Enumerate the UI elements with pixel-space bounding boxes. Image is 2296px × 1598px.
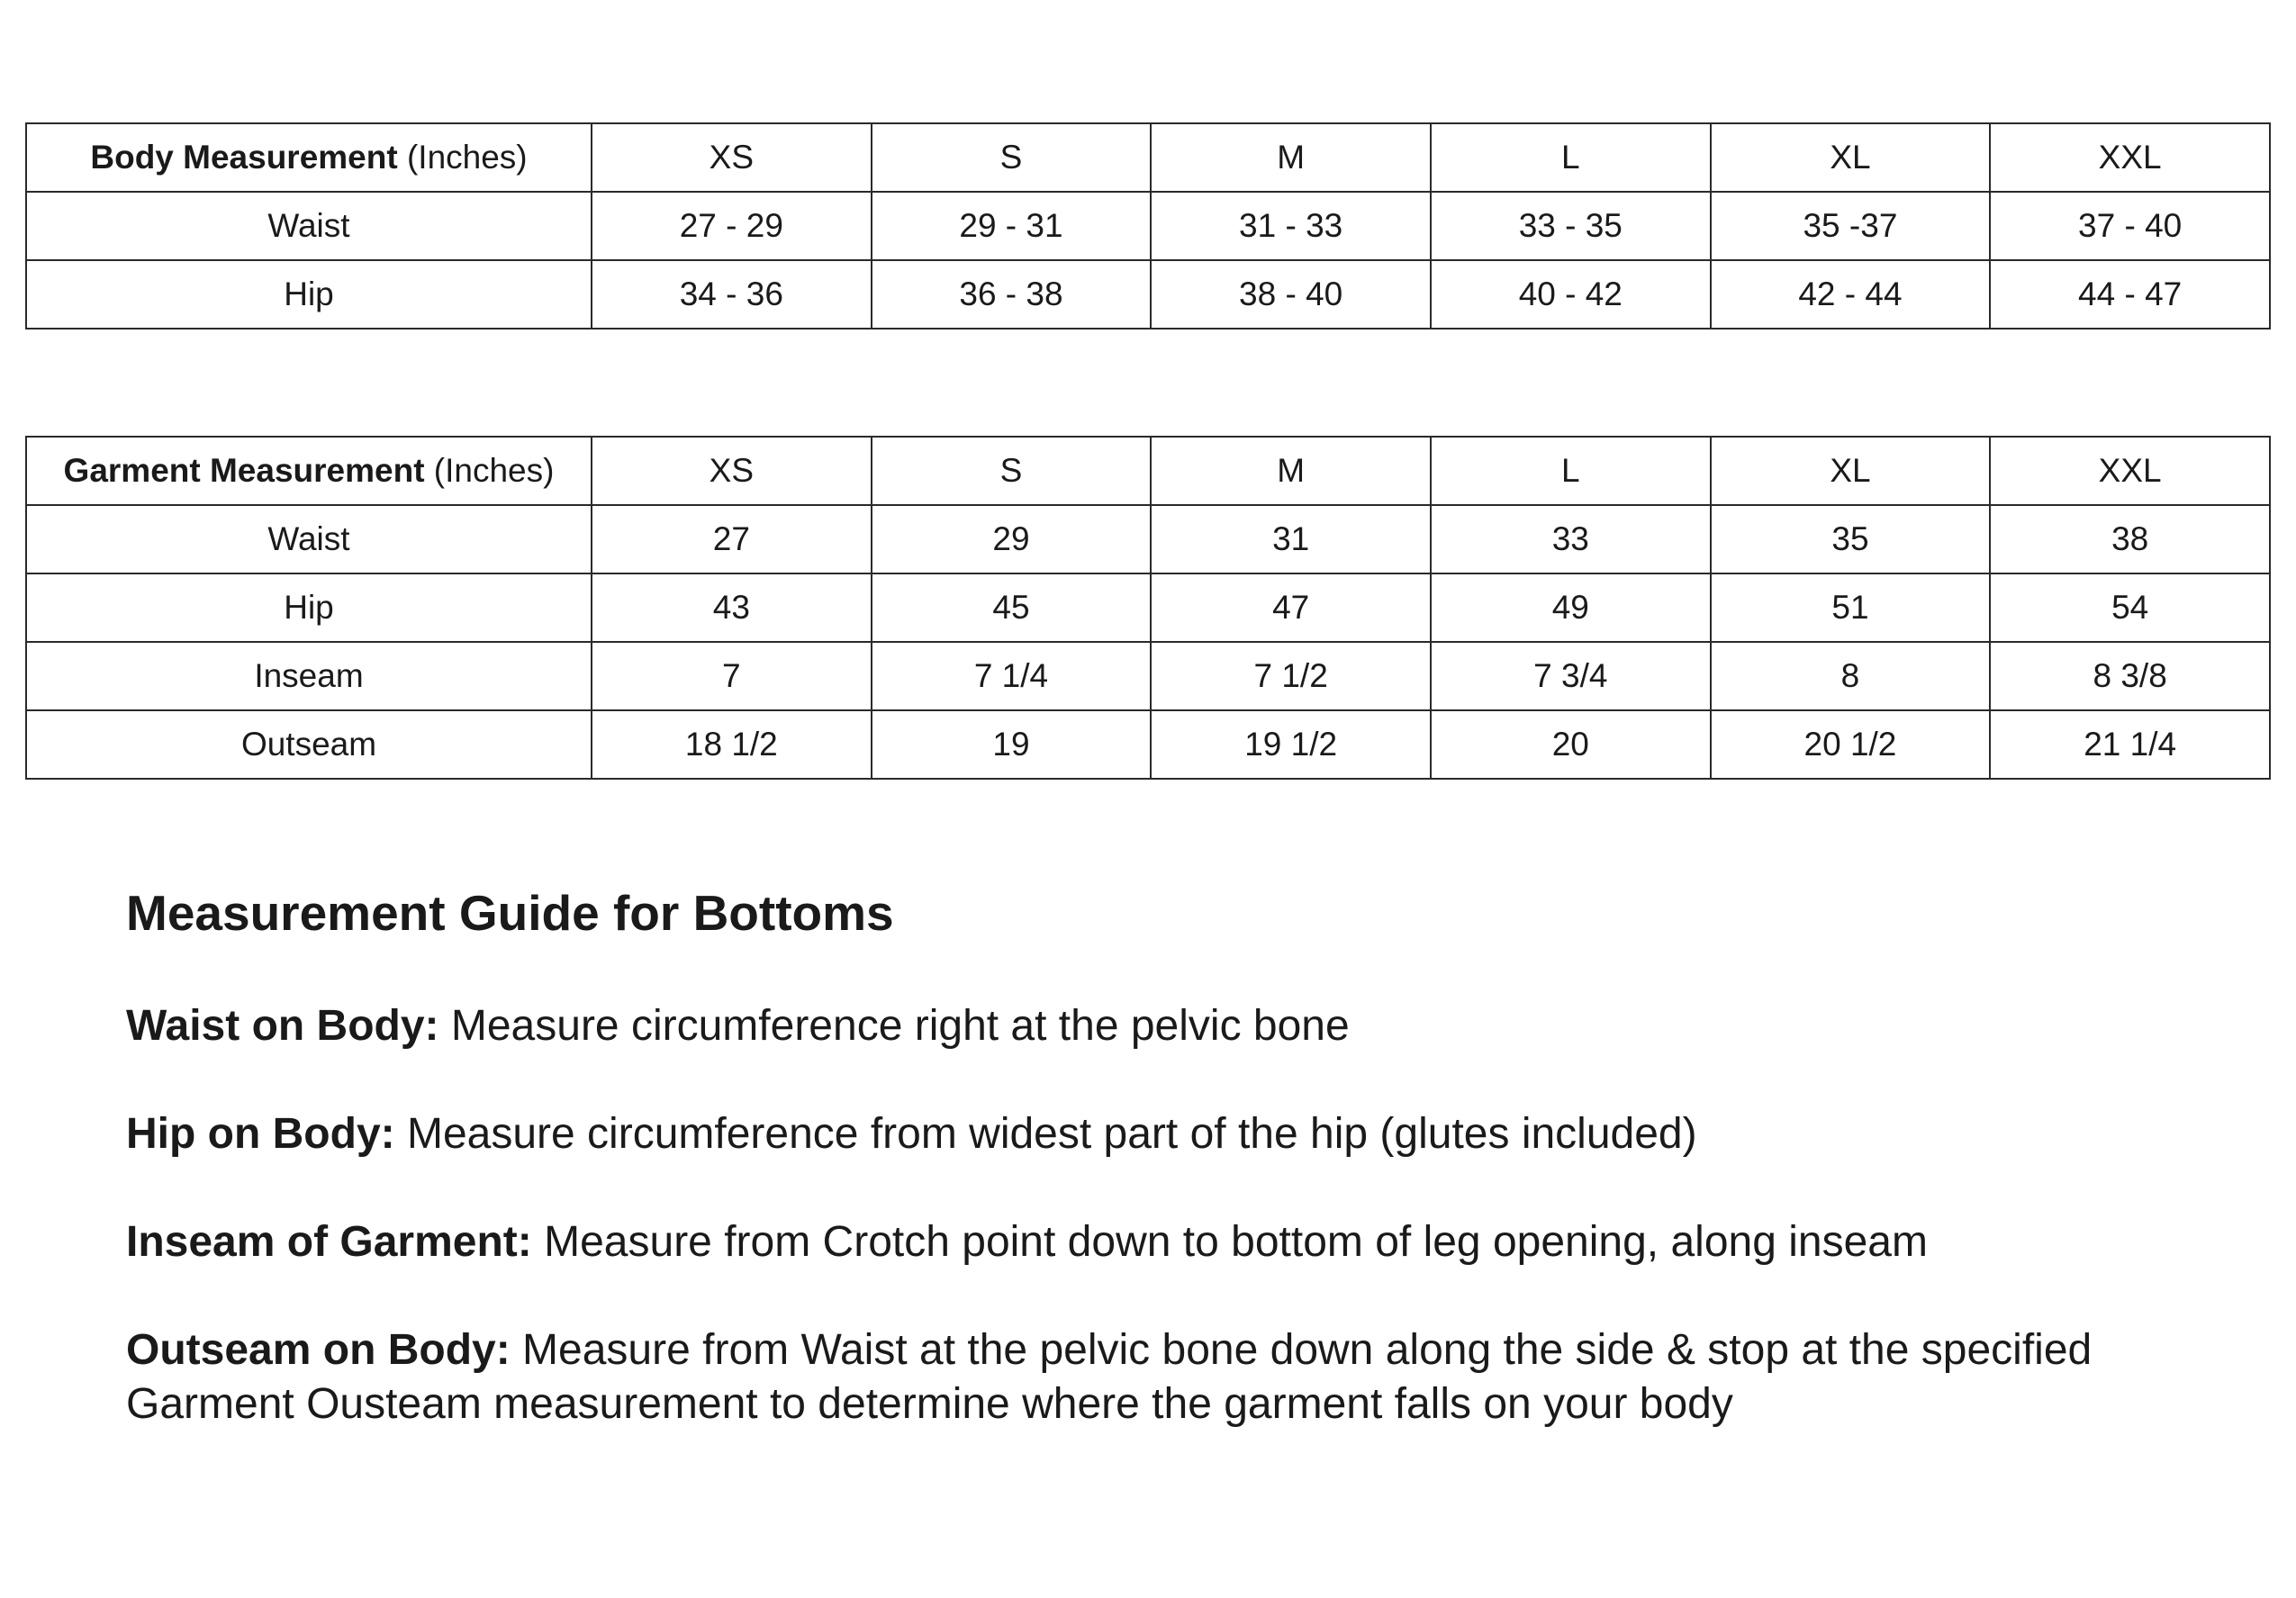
table-unit: (Inches) <box>397 139 528 176</box>
table-cell: 31 - 33 <box>1151 192 1431 260</box>
guide-text: Measure circumference right at the pelvic bone <box>438 1002 1350 1050</box>
table-cell: 33 <box>1431 505 1711 573</box>
table-row <box>26 505 2270 573</box>
guide-item-outseam <box>126 1323 2269 1431</box>
size-header: S <box>872 123 1152 192</box>
table-cell: 47 <box>1151 573 1431 642</box>
table-cell: 20 <box>1431 710 1711 779</box>
table-cell: 20 1/2 <box>1711 710 1991 779</box>
table-unit: (Inches) <box>424 452 555 489</box>
size-header: XL <box>1711 123 1991 192</box>
size-header: M <box>1151 123 1431 192</box>
table-cell: 45 <box>872 573 1152 642</box>
table-row <box>26 573 2270 642</box>
table-cell: 21 1/4 <box>1990 710 2270 779</box>
guide-term: Outseam on Body: <box>126 1326 511 1374</box>
size-header: M <box>1151 437 1431 505</box>
row-label: Outseam <box>26 710 592 779</box>
table-cell: 7 1/4 <box>872 642 1152 710</box>
table-cell: 7 3/4 <box>1431 642 1711 710</box>
size-header: XXL <box>1990 123 2270 192</box>
guide-text: Measure from Waist at the pelvic bone down along the side & stop at the specified Garment Ousteam measurement to determine where the garment falls on your body <box>126 1326 2093 1428</box>
table-cell: 35 <box>1711 505 1991 573</box>
garment-measurement-table <box>25 436 2271 780</box>
table-row <box>26 192 2270 260</box>
table-cell: 27 - 29 <box>592 192 872 260</box>
table-cell: 43 <box>592 573 872 642</box>
table-cell: 7 1/2 <box>1151 642 1431 710</box>
guide-title: Measurement Guide for Bottoms <box>126 885 894 941</box>
table-cell: 29 <box>872 505 1152 573</box>
size-header: XL <box>1711 437 1991 505</box>
table-cell: 36 - 38 <box>872 260 1152 329</box>
table-title-cell <box>26 123 592 192</box>
guide-text: Measure circumference from widest part of the hip (glutes included) <box>394 1110 1697 1158</box>
guide-item-hip <box>126 1107 2269 1161</box>
guide-item-waist <box>126 999 2269 1053</box>
table-row <box>26 642 2270 710</box>
table-cell: 37 - 40 <box>1990 192 2270 260</box>
table-title-cell <box>26 437 592 505</box>
body-measurement-table <box>25 122 2271 330</box>
table-title: Body Measurement <box>90 139 398 176</box>
size-header: XXL <box>1990 437 2270 505</box>
guide-term: Waist on Body: <box>126 1002 439 1050</box>
row-label: Waist <box>26 505 592 573</box>
table-cell: 27 <box>592 505 872 573</box>
size-header: S <box>872 437 1152 505</box>
table-cell: 51 <box>1711 573 1991 642</box>
table-cell: 19 1/2 <box>1151 710 1431 779</box>
table-cell: 38 - 40 <box>1151 260 1431 329</box>
table-header-row <box>26 123 2270 192</box>
table-header-row <box>26 437 2270 505</box>
guide-term: Inseam of Garment: <box>126 1218 532 1266</box>
table-cell: 40 - 42 <box>1431 260 1711 329</box>
table-cell: 54 <box>1990 573 2270 642</box>
table-cell: 31 <box>1151 505 1431 573</box>
size-header: L <box>1431 437 1711 505</box>
table-cell: 19 <box>872 710 1152 779</box>
guide-item-inseam <box>126 1215 2269 1269</box>
table-cell: 8 <box>1711 642 1991 710</box>
table-cell: 38 <box>1990 505 2270 573</box>
table-cell: 29 - 31 <box>872 192 1152 260</box>
row-label: Hip <box>26 260 592 329</box>
table-cell: 33 - 35 <box>1431 192 1711 260</box>
guide-term: Hip on Body: <box>126 1110 395 1158</box>
table-cell: 44 - 47 <box>1990 260 2270 329</box>
size-header: L <box>1431 123 1711 192</box>
table-cell: 34 - 36 <box>592 260 872 329</box>
table-cell: 35 -37 <box>1711 192 1991 260</box>
guide-text: Measure from Crotch point down to bottom of leg opening, along inseam <box>531 1218 1928 1266</box>
table-row <box>26 260 2270 329</box>
table-cell: 18 1/2 <box>592 710 872 779</box>
table-row <box>26 710 2270 779</box>
size-header: XS <box>592 123 872 192</box>
size-header: XS <box>592 437 872 505</box>
row-label: Hip <box>26 573 592 642</box>
table-cell: 49 <box>1431 573 1711 642</box>
table-cell: 42 - 44 <box>1711 260 1991 329</box>
row-label: Waist <box>26 192 592 260</box>
table-cell: 8 3/8 <box>1990 642 2270 710</box>
table-cell: 7 <box>592 642 872 710</box>
row-label: Inseam <box>26 642 592 710</box>
table-title: Garment Measurement <box>63 452 425 489</box>
